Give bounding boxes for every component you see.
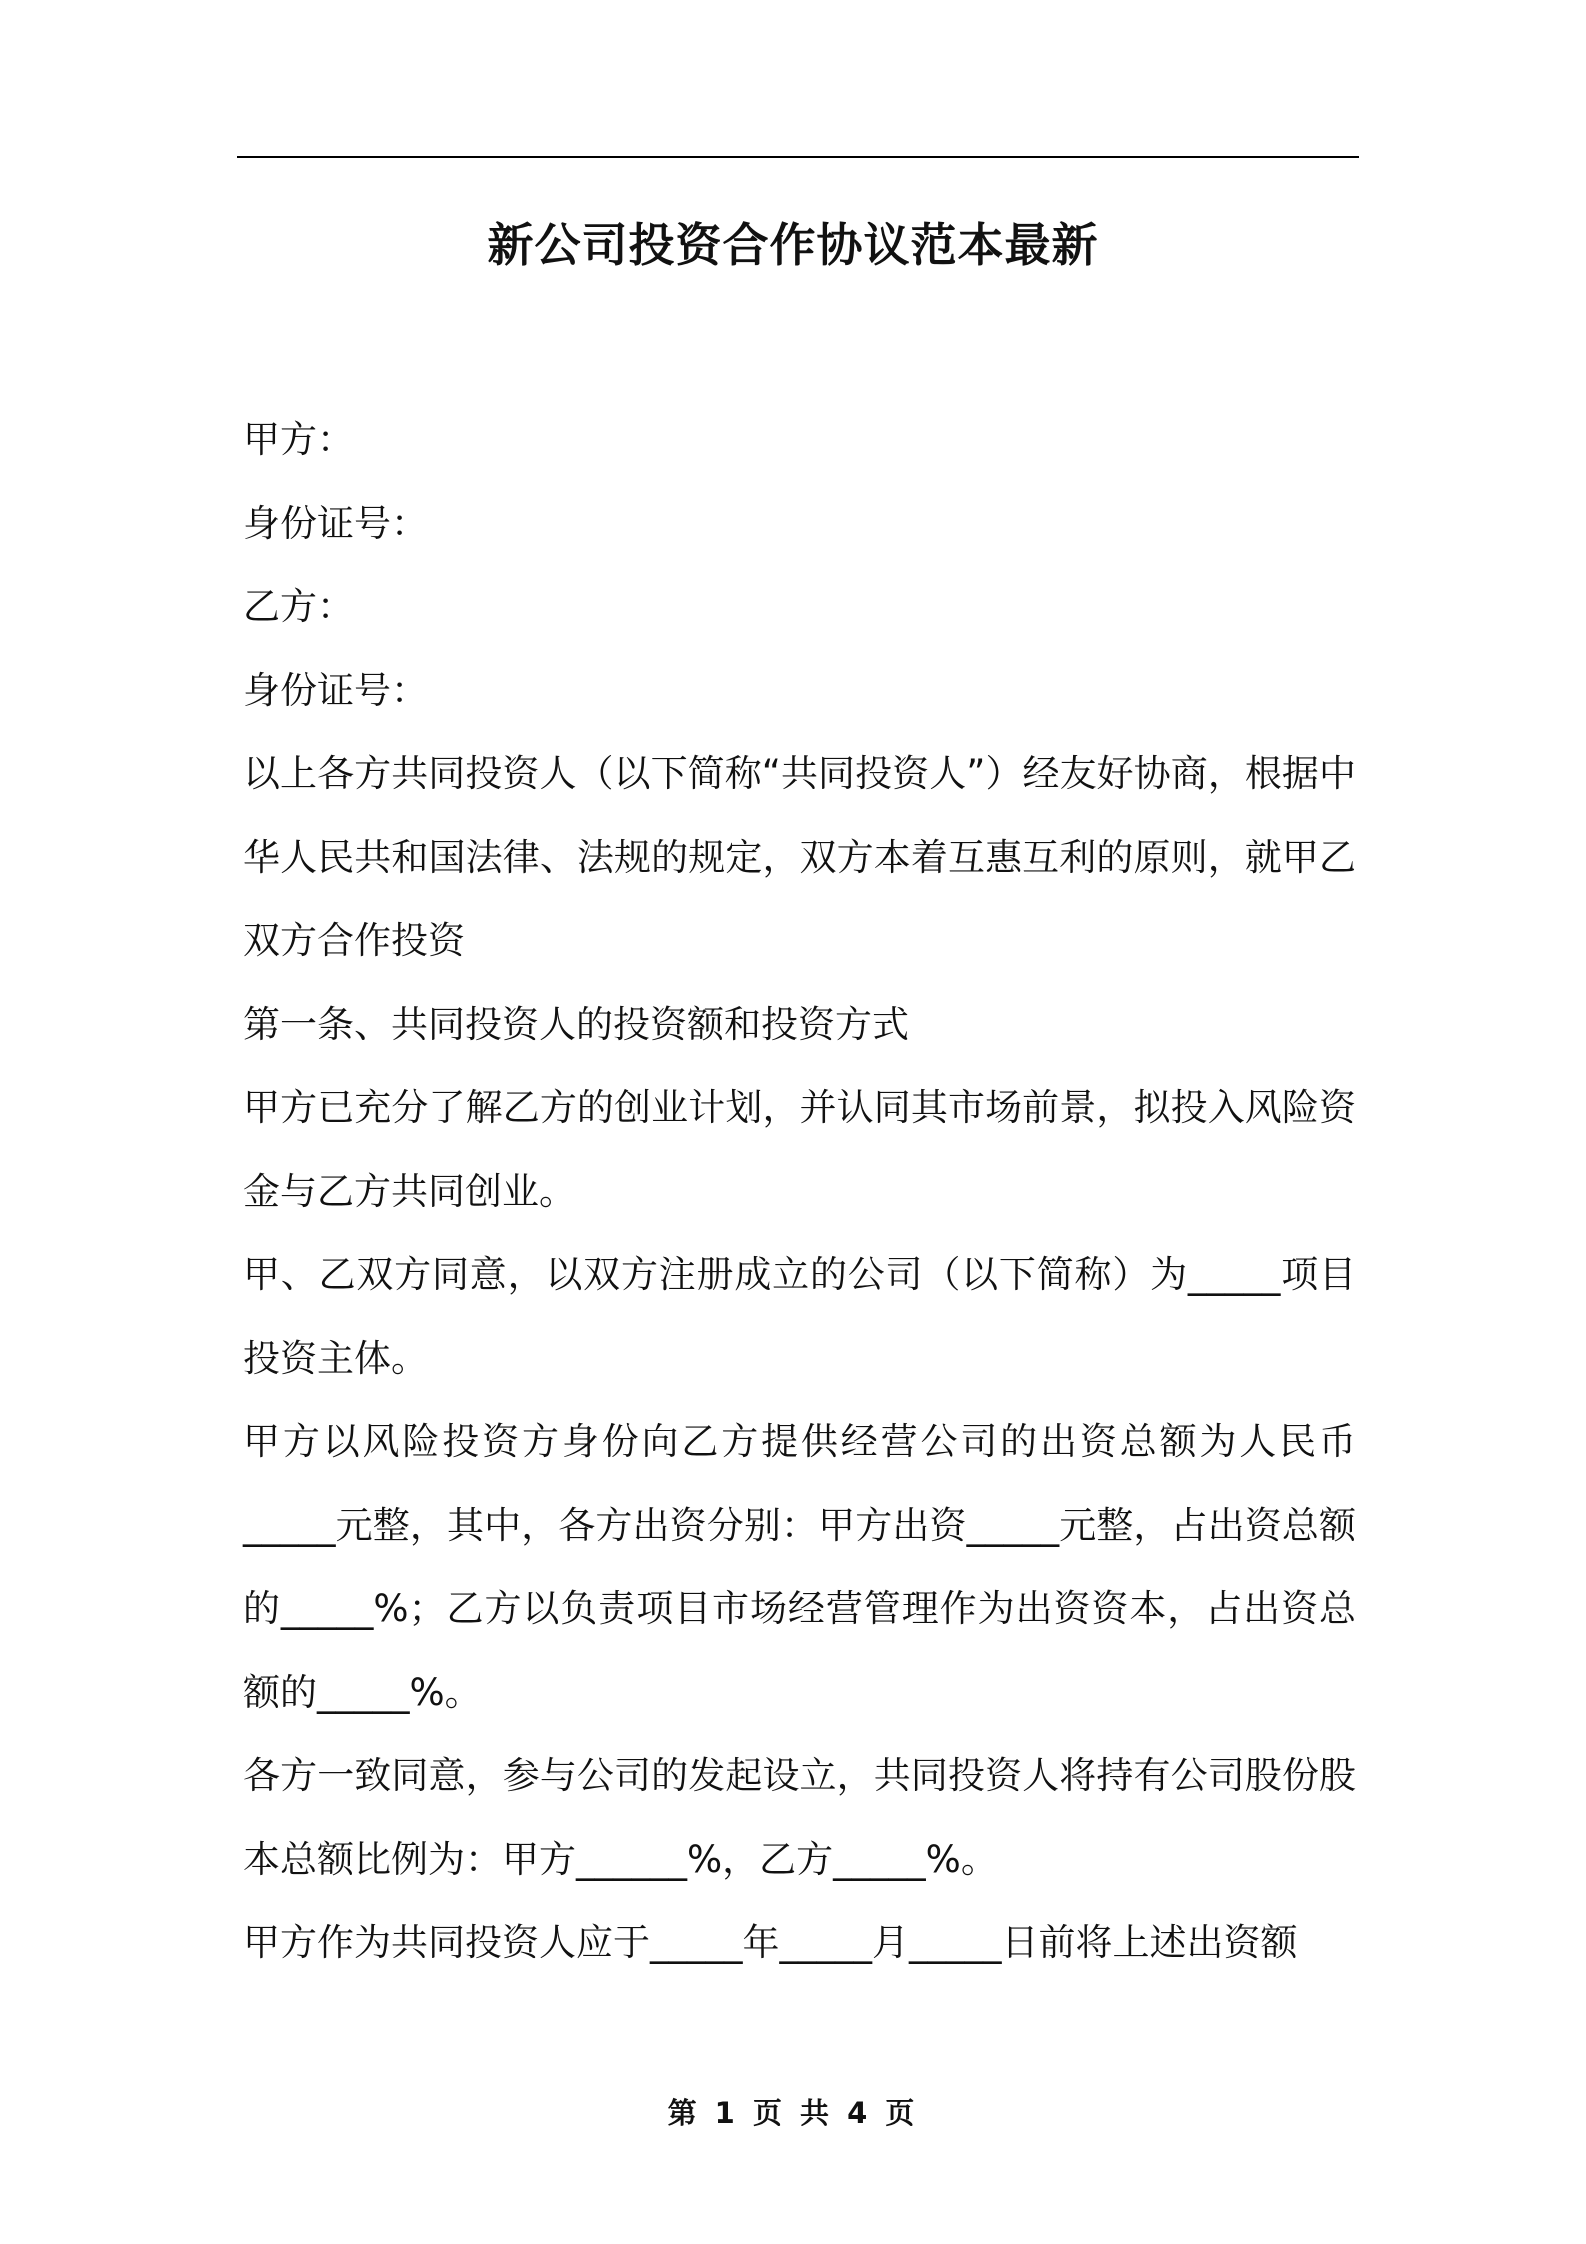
body-paragraph: 甲方已充分了解乙方的创业计划，并认同其市场前景，拟投入风险资金与乙方共同创业。: [243, 1086, 1356, 1213]
body-paragraph: 甲方作为共同投资人应于_____年_____月_____日前将上述出资额: [243, 1921, 1298, 1964]
party-a-label: 甲方：: [243, 418, 354, 461]
document-body: [243, 398, 1356, 1985]
party-b-label: 乙方：: [243, 585, 354, 628]
body-paragraph: 甲、乙双方同意，以双方注册成立的公司（以下简称）为_____项目投资主体。: [243, 1253, 1356, 1380]
article-one-heading: 第一条、共同投资人的投资额和投资方式: [243, 1002, 909, 1046]
party-b-id-label: 身份证号：: [243, 668, 428, 712]
preamble-paragraph: 以上各方共同投资人（以下简称“共同投资人”）经友好协商，根据中华人民共和国法律、法规的规定，双方本着互惠互利的原则，就甲乙双方合作投资: [243, 752, 1356, 962]
body-paragraph: 甲方以风险投资方身份向乙方提供经营公司的出资总额为人民币_____元整，其中，各方出资分别：甲方出资_____元整，占出资总额的_____%；乙方以负责项目市场经营管理作为出资资本，占出资总额的_____%。: [243, 1420, 1356, 1714]
document-title: 新公司投资合作协议范本最新: [487, 218, 1099, 272]
page-number-footer: 第 1 页 共 4 页: [667, 2096, 919, 2130]
body-paragraph: 各方一致同意，参与公司的发起设立，共同投资人将持有公司股份股本总额比例为：甲方______%，乙方_____%。: [243, 1754, 1356, 1881]
header-rule: [237, 156, 1359, 158]
party-a-id-label: 身份证号：: [243, 501, 428, 545]
